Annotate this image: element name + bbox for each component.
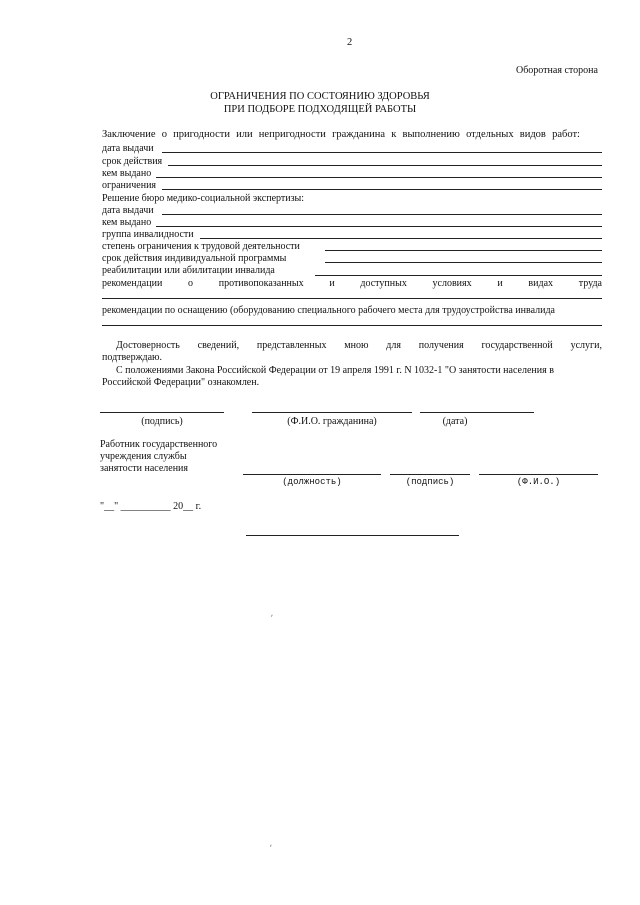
word: отдельных [466,129,514,140]
disability-group-label: группа инвалидности [102,229,194,240]
conclusion-issue-date-label: дата выдачи [102,143,154,154]
word: для [386,340,401,351]
word: государственной [481,340,553,351]
bottom-signature-line [246,535,459,536]
form-title-line2: ПРИ ПОДБОРЕ ПОДХОДЯЩЕЙ РАБОТЫ [223,104,417,115]
citizen-name-field[interactable] [252,412,412,413]
word: мною [344,340,369,351]
recommendations-heading [102,278,602,289]
word: условиях [432,278,472,289]
confirmation-line2: подтверждаю. [102,352,163,363]
word: и [329,278,335,289]
recommendations-field[interactable] [102,298,602,299]
conclusion-issued-by-label: кем выдано [102,168,152,179]
conclusion-validity-field[interactable] [168,165,602,166]
word: получения [418,340,464,351]
conclusion-issue-date-field[interactable] [162,152,602,153]
citizen-signature-caption: (подпись) [141,416,183,427]
equipment-field[interactable] [102,325,602,326]
worker-position-caption: (должность) [282,477,342,487]
citizen-date-field[interactable] [420,412,534,413]
reverse-side-label: Оборотная сторона [516,65,598,76]
program-validity-field-1[interactable] [325,262,602,263]
worker-label-line1: Работник государственного [100,439,218,450]
disability-group-field[interactable] [200,238,602,239]
word: услуги, [570,340,602,351]
conclusion-restrictions-field[interactable] [162,189,602,190]
citizen-date-caption: (дата) [442,416,468,427]
program-validity-label-line2: реабилитации или абилитации инвалида [102,265,275,276]
word: о [188,278,194,289]
conclusion-restrictions-label: ограничения [102,180,157,191]
word: непригодности [258,129,326,140]
confirmation-line1 [116,340,602,351]
word: гражданина [332,129,386,140]
bureau-issue-date-field[interactable] [162,214,602,215]
worker-name-field[interactable] [479,474,598,475]
conclusion-issued-by-field[interactable] [156,177,602,178]
word: или [236,129,253,140]
word: Заключение [102,129,156,140]
law-line2: Российской Федерации" ознакомлен. [102,377,260,388]
word: о [161,129,167,140]
worker-signature-caption: (подпись) [405,477,455,487]
form-title-line1: ОГРАНИЧЕНИЯ ПО СОСТОЯНИЮ ЗДОРОВЬЯ [210,91,430,102]
word: и [497,278,503,289]
word: рекомендации [102,278,163,289]
worker-position-field[interactable] [243,474,381,475]
bureau-issued-by-field[interactable] [156,226,602,227]
word: противопоказанных [218,278,304,289]
date-template: "__" __________ 20__ г. [100,501,202,512]
worker-label-line3: занятости населения [100,463,189,474]
work-restriction-field[interactable] [325,250,602,251]
program-validity-field-2[interactable] [315,275,602,276]
word: труда [578,278,602,289]
word: видов [519,129,546,140]
page-number: 2 [347,37,353,48]
worker-signature-field[interactable] [390,474,470,475]
citizen-name-caption: (Ф.И.О. гражданина) [287,416,377,427]
word: Достоверность [116,340,180,351]
word: работ: [552,129,580,140]
equipment-label: рекомендации по оснащению (оборудованию специального рабочего места для трудоустройства инвалида [102,305,555,316]
scan-mark: ʹ [270,843,272,853]
word: доступных [360,278,407,289]
word: представленных [256,340,327,351]
word: пригодности [173,129,230,140]
worker-name-caption: (Ф.И.О.) [516,477,561,487]
bureau-issued-by-label: кем выдано [102,217,152,228]
bureau-heading: Решение бюро медико-социальной экспертизы: [102,193,305,204]
word: к [391,129,397,140]
program-validity-label-line1: срок действия индивидуальной программы [102,253,287,264]
scan-mark: ʹ [271,613,273,623]
word: сведений, [197,340,240,351]
citizen-signature-field[interactable] [100,412,224,413]
word: выполнению [402,129,460,140]
bureau-issue-date-label: дата выдачи [102,205,154,216]
conclusion-validity-label: срок действия [102,156,163,167]
law-line1: С положениями Закона Российской Федерации от 19 апреля 1991 г. N 1032-1 "О занятости населения в [116,365,554,376]
worker-label-line2: учреждения службы [100,451,187,462]
conclusion-heading [102,129,580,140]
word: видах [528,278,554,289]
work-restriction-label: степень ограничения к трудовой деятельности [102,241,300,252]
